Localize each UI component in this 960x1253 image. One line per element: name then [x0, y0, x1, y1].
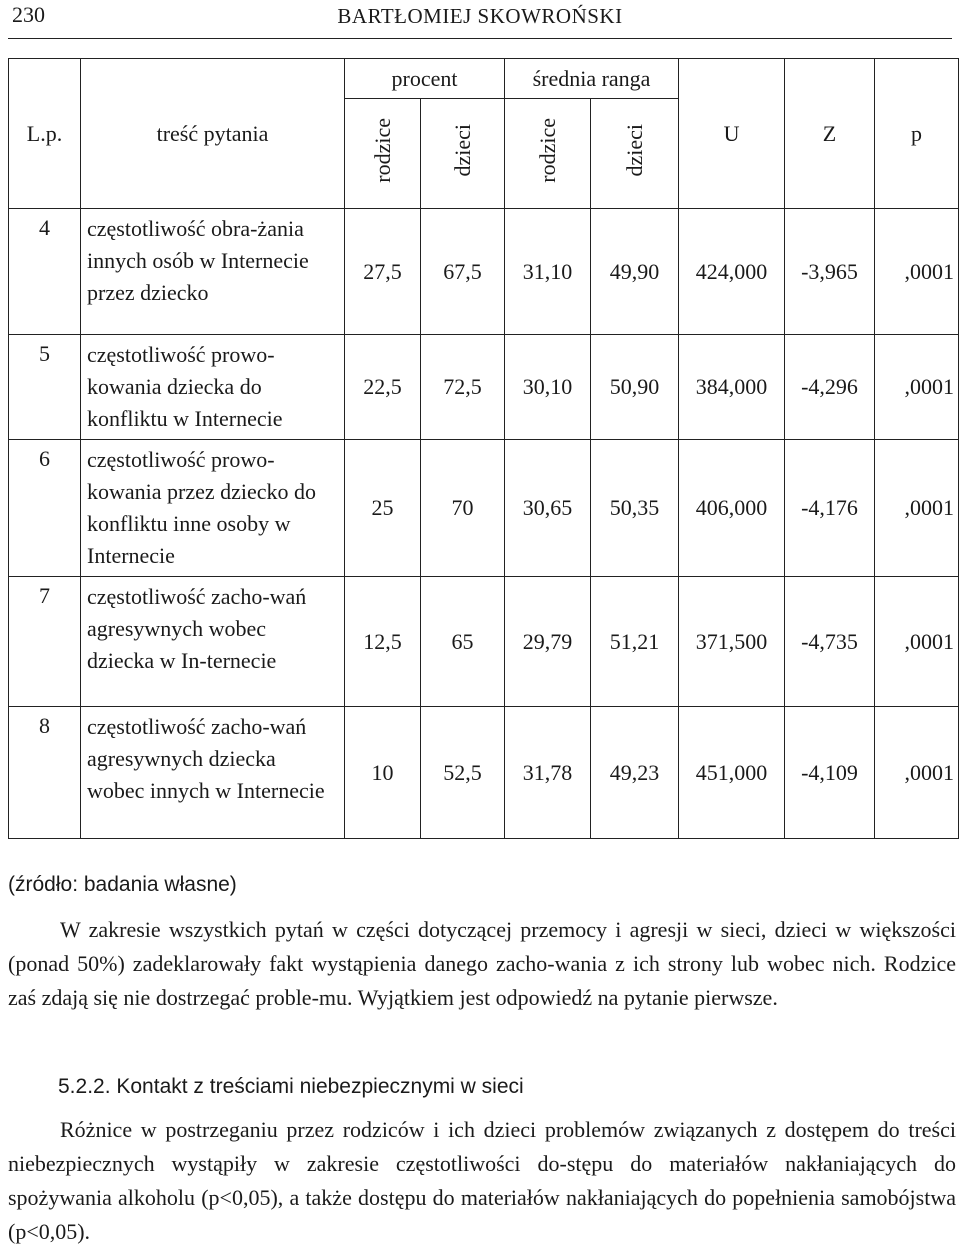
row-pct-parents: 25 [345, 440, 421, 577]
row-lp: 5 [9, 335, 81, 440]
row-lp: 8 [9, 707, 81, 839]
row-z: -4,735 [785, 577, 875, 707]
running-head-author: BARTŁOMIEJ SKOWROŃSKI [337, 4, 623, 28]
row-p: ,0001 [875, 209, 959, 335]
row-rank-parents: 31,10 [505, 209, 591, 335]
row-p: ,0001 [875, 707, 959, 839]
col-header-pct-children: dzieci [449, 124, 475, 177]
row-u: 406,000 [679, 440, 785, 577]
page-number: 230 [12, 2, 45, 27]
col-header-u: U [679, 59, 785, 209]
row-rank-children: 49,90 [591, 209, 679, 335]
page-header [8, 0, 952, 39]
col-header-question: treść pytania [81, 59, 345, 209]
row-u: 371,500 [679, 577, 785, 707]
row-z: -4,109 [785, 707, 875, 839]
row-u: 451,000 [679, 707, 785, 839]
col-header-pct-parents: rodzice [369, 118, 395, 183]
row-pct-parents: 10 [345, 707, 421, 839]
row-rank-children: 50,35 [591, 440, 679, 577]
row-p: ,0001 [875, 577, 959, 707]
group-header-mean-rank: średnia ranga [505, 59, 679, 99]
row-u: 424,000 [679, 209, 785, 335]
row-rank-children: 49,23 [591, 707, 679, 839]
row-p: ,0001 [875, 335, 959, 440]
row-rank-children: 50,90 [591, 335, 679, 440]
row-rank-children: 51,21 [591, 577, 679, 707]
row-pct-children: 72,5 [421, 335, 505, 440]
row-rank-parents: 31,78 [505, 707, 591, 839]
results-table [8, 58, 959, 839]
col-header-z: Z [785, 59, 875, 209]
row-question: częstotliwość obra-żania innych osób w Internecie przez dziecko [81, 209, 345, 335]
row-z: -3,965 [785, 209, 875, 335]
col-header-p: p [875, 59, 959, 209]
paragraph-1-text: W zakresie wszystkich pytań w części dotyczącej przemocy i agresji w sieci, dzieci w większości (ponad 50%) zadeklarowały fakt wystąpienia danego zacho-wania z ich strony lub wobec nich. Rodzice zaś zdają się nie dostrzegać proble-mu. Wyjątkiem jest odpowiedź na pytanie pierwsze. [8, 917, 956, 1010]
table-row [9, 440, 959, 577]
group-header-percent: procent [345, 59, 505, 99]
paragraph-2 [8, 1113, 956, 1249]
row-question: częstotliwość prowo-kowania dziecka do konfliktu w Internecie [81, 335, 345, 440]
row-pct-children: 70 [421, 440, 505, 577]
row-question: częstotliwość prowo-kowania przez dziecko do konfliktu inne osoby w Internecie [81, 440, 345, 577]
paragraph-2-text: Różnice w postrzeganiu przez rodziców i ich dzieci problemów związanych z dostępem do treści niebezpiecznych wystąpiły w zakresie częstotliwości do-stępu do materiałów nakłaniających do spożywania alkoholu (p<0,05), a także dostępu do materiałów nakłaniających do popełnienia samobójstwa (p<0,05). [8, 1117, 956, 1244]
row-pct-parents: 12,5 [345, 577, 421, 707]
row-pct-parents: 22,5 [345, 335, 421, 440]
table-row [9, 335, 959, 440]
row-pct-children: 52,5 [421, 707, 505, 839]
row-question: częstotliwość zacho-wań agresywnych wobec dziecka w In-ternecie [81, 577, 345, 707]
paragraph-1 [8, 913, 956, 1015]
row-rank-parents: 30,65 [505, 440, 591, 577]
row-rank-parents: 29,79 [505, 577, 591, 707]
source-note: (źródło: badania własne) [8, 873, 237, 896]
row-z: -4,296 [785, 335, 875, 440]
section-heading: 5.2.2. Kontakt z treściami niebezpiecznymi w sieci [58, 1075, 524, 1098]
table-row [9, 577, 959, 707]
row-z: -4,176 [785, 440, 875, 577]
row-lp: 6 [9, 440, 81, 577]
row-question: częstotliwość zacho-wań agresywnych dziecka wobec innych w Internecie [81, 707, 345, 839]
row-pct-parents: 27,5 [345, 209, 421, 335]
row-rank-parents: 30,10 [505, 335, 591, 440]
row-lp: 4 [9, 209, 81, 335]
table-row [9, 209, 959, 335]
row-lp: 7 [9, 577, 81, 707]
col-header-rank-children: dzieci [621, 124, 647, 177]
table-row [9, 707, 959, 839]
row-u: 384,000 [679, 335, 785, 440]
row-pct-children: 67,5 [421, 209, 505, 335]
row-pct-children: 65 [421, 577, 505, 707]
col-header-lp: L.p. [9, 59, 81, 209]
row-p: ,0001 [875, 440, 959, 577]
col-header-rank-parents: rodzice [534, 118, 560, 183]
